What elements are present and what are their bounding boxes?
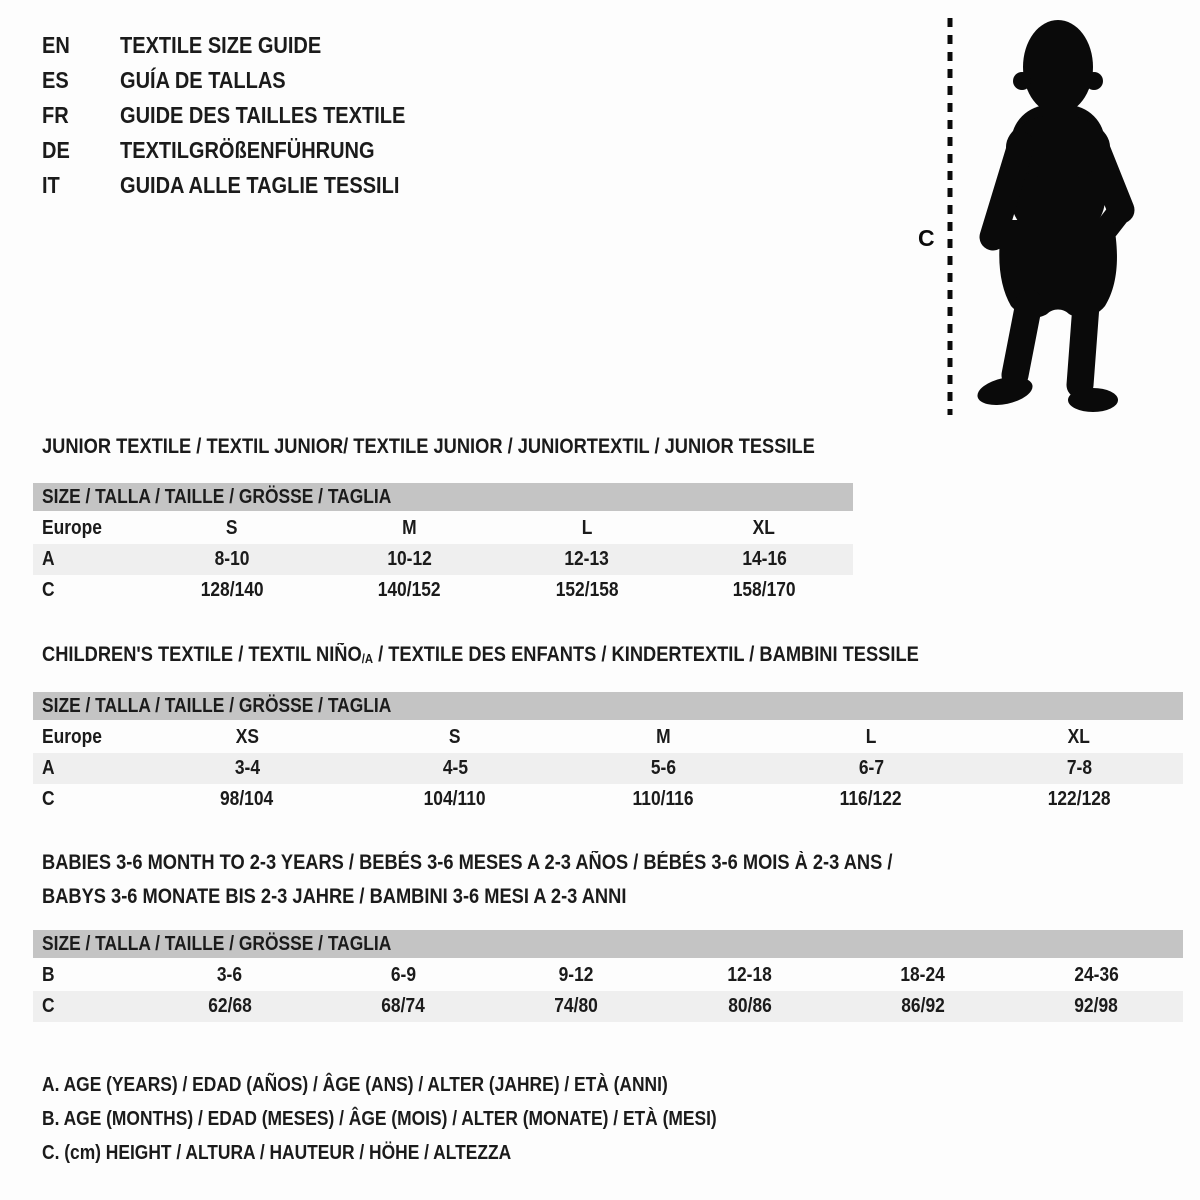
language-item <box>42 63 448 98</box>
row-label: C <box>42 579 55 601</box>
row-label: C <box>42 788 55 810</box>
size-cell: 24-36 <box>1074 964 1119 986</box>
size-cell: 98/104 <box>220 788 274 810</box>
size-cell: 3-4 <box>234 757 260 779</box>
table-row <box>33 753 1183 784</box>
table-rows <box>33 513 853 606</box>
size-cell: 6-7 <box>858 757 884 779</box>
size-cell: 18-24 <box>900 964 946 986</box>
size-cell: 12-18 <box>727 964 772 986</box>
language-code: EN <box>42 32 70 58</box>
size-cell: S <box>225 517 238 539</box>
height-figure <box>900 10 1160 420</box>
size-cell: L <box>865 726 877 748</box>
table-row <box>33 991 1183 1022</box>
size-cell: 74/80 <box>554 995 599 1017</box>
legend <box>42 1068 818 1170</box>
row-label: A <box>42 757 55 779</box>
language-label: TEXTILGRÖßENFÜHRUNG <box>120 137 375 163</box>
size-header-bar: SIZE / TALLA / TAILLE / GRÖSSE / TAGLIA <box>33 483 853 511</box>
size-table <box>33 483 853 606</box>
size-header-bar: SIZE / TALLA / TAILLE / GRÖSSE / TAGLIA <box>33 930 1183 958</box>
size-cell: 116/122 <box>840 788 902 810</box>
section-title: JUNIOR TEXTILE / TEXTIL JUNIOR/ TEXTILE JUNIOR / JUNIORTEXTIL / JUNIOR TESSILE <box>42 435 815 458</box>
language-list <box>42 28 448 203</box>
measure-label-c: C <box>918 225 935 251</box>
size-cell: L <box>581 517 593 539</box>
size-cell: 6-9 <box>390 964 416 986</box>
section-junior-textile <box>33 434 853 619</box>
legend-line-c: C. (cm) HEIGHT / ALTURA / HAUTEUR / HÖHE / ALTEZZA <box>42 1142 512 1164</box>
size-cell: 8-10 <box>214 548 250 570</box>
row-label: B <box>42 964 55 986</box>
table-row <box>33 960 1183 991</box>
size-cell: 140/152 <box>377 579 441 601</box>
size-cell: 80/86 <box>727 995 772 1017</box>
table-row <box>33 784 1183 815</box>
size-cell: 68/74 <box>381 995 425 1017</box>
section-childrens-textile <box>33 642 1183 827</box>
row-label: A <box>42 548 55 570</box>
size-cell: M <box>655 726 671 748</box>
language-code: DE <box>42 137 70 163</box>
row-label: Europe <box>42 726 102 748</box>
size-cell: S <box>449 726 461 748</box>
table-rows <box>33 960 1183 1022</box>
size-cell: 158/170 <box>732 579 796 601</box>
size-cell: 5-6 <box>650 757 676 779</box>
size-cell: XL <box>753 517 776 539</box>
legend-line-b: B. AGE (MONTHS) / EDAD (MESES) / ÂGE (MOIS) / ALTER (MONATE) / ETÀ (MESI) <box>42 1108 717 1130</box>
size-cell: XL <box>1067 726 1091 748</box>
row-label: Europe <box>42 517 102 539</box>
language-label: GUÍA DE TALLAS <box>120 67 286 93</box>
table-row <box>33 544 853 575</box>
size-cell: 9-12 <box>558 964 594 986</box>
language-label: TEXTILE SIZE GUIDE <box>120 32 322 58</box>
section-babies <box>33 850 1183 1035</box>
section-title: CHILDREN'S TEXTILE / TEXTIL NIÑO/A / TEXTILE DES ENFANTS / KINDERTEXTIL / BAMBINI TESSILE <box>42 643 919 666</box>
size-cell: 14-16 <box>741 548 787 570</box>
legend-line-a: A. AGE (YEARS) / EDAD (AÑOS) / ÂGE (ANS) / ALTER (JAHRE) / ETÀ (ANNI) <box>42 1074 668 1096</box>
language-code: IT <box>42 172 60 198</box>
section-title: BABIES 3-6 MONTH TO 2-3 YEARS / BEBÉS 3-6 MESES A 2-3 AÑOS / BÉBÉS 3-6 MOIS À 2-3 ANS / <box>42 851 893 874</box>
table-rows <box>33 722 1183 815</box>
size-table <box>33 692 1183 815</box>
size-cell: 128/140 <box>200 579 264 601</box>
toddler-silhouette <box>975 20 1121 412</box>
size-cell: 92/98 <box>1074 995 1119 1017</box>
size-cell: 4-5 <box>442 757 468 779</box>
size-cell: 152/158 <box>555 579 619 601</box>
size-cell: 122/128 <box>1047 788 1111 810</box>
size-cell: 104/110 <box>424 788 486 810</box>
size-cell: 86/92 <box>901 995 945 1017</box>
size-cell: 62/68 <box>207 995 252 1017</box>
language-item <box>42 98 448 133</box>
table-row <box>33 575 853 606</box>
size-cell: XS <box>235 726 259 748</box>
language-code: FR <box>42 102 69 128</box>
language-item <box>42 28 448 63</box>
size-cell: 12-13 <box>564 548 610 570</box>
language-item <box>42 168 448 203</box>
row-label: C <box>42 995 55 1017</box>
table-row <box>33 722 1183 753</box>
size-cell: 110/116 <box>632 788 694 810</box>
table-row <box>33 513 853 544</box>
language-item <box>42 133 448 168</box>
size-table <box>33 930 1183 1022</box>
language-code: ES <box>42 67 69 93</box>
language-label: GUIDA ALLE TAGLIE TESSILI <box>120 172 400 198</box>
size-cell: M <box>401 517 417 539</box>
size-cell: 3-6 <box>217 964 243 986</box>
size-cell: 10-12 <box>386 548 432 570</box>
language-label: GUIDE DES TAILLES TEXTILE <box>120 102 406 128</box>
size-header-bar: SIZE / TALLA / TAILLE / GRÖSSE / TAGLIA <box>33 692 1183 720</box>
size-cell: 7-8 <box>1066 757 1092 779</box>
toddler-silhouette-icon <box>900 10 1160 420</box>
section-title-line2: BABYS 3-6 MONATE BIS 2-3 JAHRE / BAMBINI 3-6 MESI A 2-3 ANNI <box>42 885 627 908</box>
